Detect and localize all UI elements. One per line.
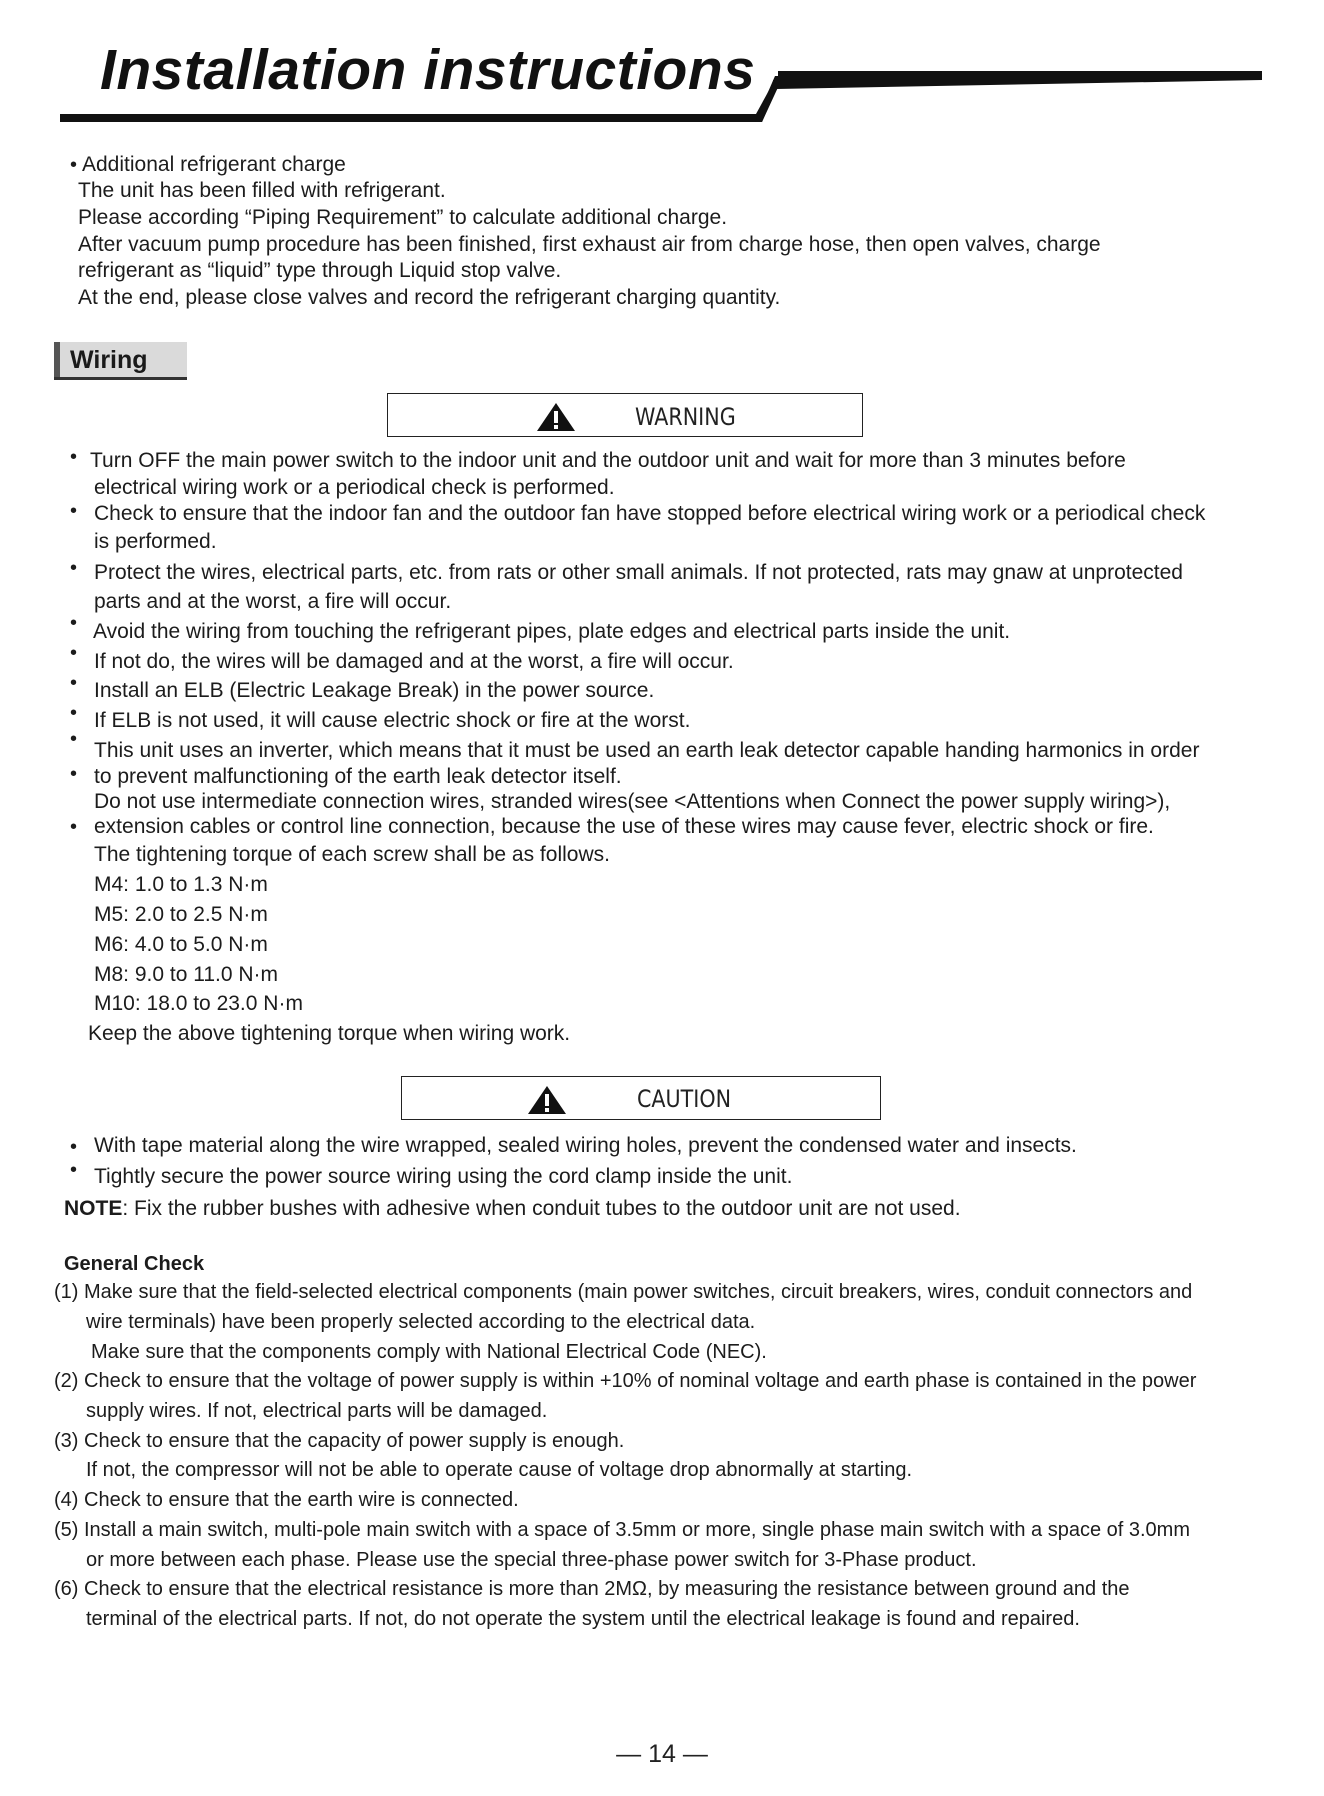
- check-line: Make sure that the components comply with National Electrical Code (NEC).: [91, 1341, 767, 1363]
- warning-line: Protect the wires, electrical parts, etc. from rats or other small animals. If not protected, rats may gnaw at unprotected: [94, 561, 1183, 584]
- check-line: (3) Check to ensure that the capacity of power supply is enough.: [54, 1430, 625, 1452]
- bullet: •: [70, 728, 78, 750]
- warning-line: extension cables or control line connection, because the use of these wires may cause fever, electric shock or fire.: [94, 815, 1154, 838]
- note-line: [64, 1198, 961, 1219]
- warning-line: Keep the above tightening torque when wiring work.: [88, 1022, 571, 1045]
- bullet: •: [70, 154, 78, 176]
- check-line: supply wires. If not, electrical parts will be damaged.: [86, 1400, 548, 1422]
- bullet: •: [70, 816, 78, 838]
- warning-triangle-icon: [527, 1085, 567, 1115]
- caution-label: CAUTION: [637, 1085, 732, 1113]
- bullet: •: [70, 557, 78, 579]
- warning-box: [387, 393, 863, 437]
- bullet: •: [70, 500, 78, 522]
- warning-line: is performed.: [94, 530, 217, 553]
- bullet: •: [70, 702, 78, 724]
- check-line: (2) Check to ensure that the voltage of power supply is within +10% of nominal voltage and earth phase is contained in the power: [54, 1370, 1197, 1392]
- section-tag-wiring: [54, 342, 187, 377]
- torque-line: M5: 2.0 to 2.5 N·m: [94, 903, 268, 926]
- warning-triangle-icon: [536, 402, 576, 432]
- torque-line: M10: 18.0 to 23.0 N·m: [94, 992, 303, 1015]
- page-title: Installation instructions: [100, 38, 756, 102]
- bullet: •: [70, 642, 78, 664]
- check-line: (6) Check to ensure that the electrical resistance is more than 2MΩ, by measuring the resistance between ground and the: [54, 1578, 1130, 1600]
- refrigerant-line: Please according “Piping Requirement” to calculate additional charge.: [78, 206, 728, 229]
- warning-line: If ELB is not used, it will cause electric shock or fire at the worst.: [94, 709, 691, 732]
- bullet: •: [70, 1159, 78, 1181]
- check-line: (5) Install a main switch, multi-pole main switch with a space of 3.5mm or more, single phase main switch with a space of 3.0mm: [54, 1519, 1190, 1541]
- torque-line: M8: 9.0 to 11.0 N·m: [94, 963, 279, 986]
- caution-line: Tightly secure the power source wiring using the cord clamp inside the unit.: [94, 1165, 793, 1188]
- warning-line: If not do, the wires will be damaged and at the worst, a fire will occur.: [94, 650, 734, 673]
- warning-line: Install an ELB (Electric Leakage Break) in the power source.: [94, 679, 655, 702]
- warning-line: The tightening torque of each screw shall be as follows.: [94, 843, 610, 866]
- warning-line: parts and at the worst, a fire will occur.: [94, 590, 452, 613]
- bullet: •: [70, 672, 78, 694]
- check-line: wire terminals) have been properly selected according to the electrical data.: [86, 1311, 756, 1333]
- warning-line: Turn OFF the main power switch to the indoor unit and the outdoor unit and wait for more than 3 minutes before: [90, 449, 1126, 472]
- warning-label: WARNING: [635, 403, 736, 431]
- bullet: •: [70, 1136, 78, 1158]
- warning-line: This unit uses an inverter, which means that it must be used an earth leak detector capable handing harmonics in order: [94, 739, 1200, 762]
- bullet: •: [70, 446, 78, 468]
- torque-line: M4: 1.0 to 1.3 N·m: [94, 873, 268, 896]
- bullet: •: [70, 612, 78, 634]
- bullet: •: [70, 763, 78, 785]
- check-line: (4) Check to ensure that the earth wire is connected.: [54, 1489, 519, 1511]
- refrigerant-line: At the end, please close valves and record the refrigerant charging quantity.: [78, 286, 781, 309]
- refrigerant-line: After vacuum pump procedure has been finished, first exhaust air from charge hose, then open valves, charge: [78, 233, 1101, 256]
- check-line: terminal of the electrical parts. If not, do not operate the system until the electrical leakage is found and repaired.: [86, 1608, 1080, 1630]
- warning-line: electrical wiring work or a periodical check is performed.: [94, 476, 615, 499]
- section-tag-label: Wiring: [70, 346, 148, 374]
- check-line: If not, the compressor will not be able to operate cause of voltage drop abnormally at starting.: [86, 1459, 913, 1481]
- check-line: or more between each phase. Please use the special three-phase power switch for 3-Phase product.: [86, 1549, 977, 1571]
- note-text: : Fix the rubber bushes with adhesive when conduit tubes to the outdoor unit are not used.: [122, 1197, 961, 1220]
- page-number: — 14 —: [616, 1740, 708, 1768]
- note-label: NOTE: [64, 1197, 123, 1220]
- warning-line: Do not use intermediate connection wires, stranded wires(see <Attentions when Connect the power supply wiring>),: [94, 790, 1171, 813]
- warning-line: Avoid the wiring from touching the refrigerant pipes, plate edges and electrical parts inside the unit.: [93, 620, 1011, 643]
- warning-line: to prevent malfunctioning of the earth leak detector itself.: [94, 765, 622, 788]
- caution-box: [401, 1076, 881, 1120]
- torque-line: M6: 4.0 to 5.0 N·m: [94, 933, 268, 956]
- warning-line: Check to ensure that the indoor fan and the outdoor fan have stopped before electrical wiring work or a periodical check: [94, 502, 1206, 525]
- refrigerant-heading: Additional refrigerant charge: [82, 153, 346, 176]
- refrigerant-line: The unit has been filled with refrigerant.: [78, 179, 446, 202]
- refrigerant-line: refrigerant as “liquid” type through Liquid stop valve.: [78, 259, 562, 282]
- general-check-heading: General Check: [64, 1253, 205, 1275]
- check-line: (1) Make sure that the field-selected electrical components (main power switches, circuit breakers, wires, conduit connectors and: [54, 1281, 1193, 1303]
- caution-line: With tape material along the wire wrapped, sealed wiring holes, prevent the condensed water and insects.: [94, 1134, 1077, 1157]
